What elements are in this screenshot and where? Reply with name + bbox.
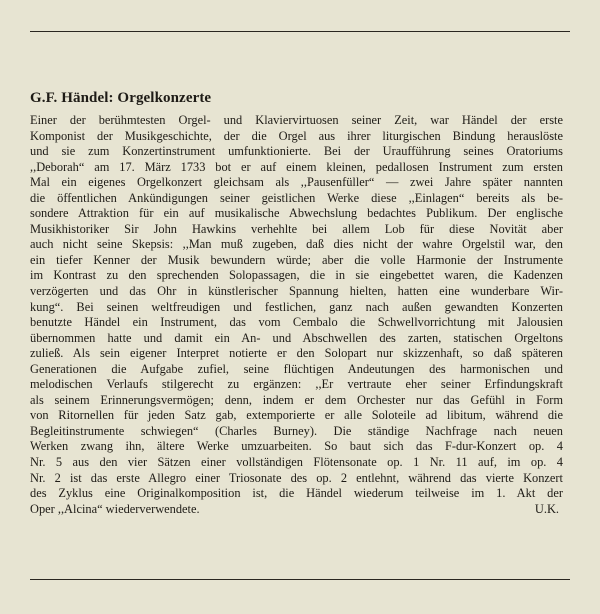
- text-line: sondere Attraktion für ein auf musikalische Abwechslung bedachtes Publikum. Der englische: [30, 206, 563, 221]
- text-line: als seinem Erinnerungsvermögen; denn, indem er dem Orchester nur das Gefühl in Form: [30, 392, 563, 407]
- text-line: zuließ. Als sein eigener Interpret notierte er den Solopart nur skizzenhaft, so daß späteren: [30, 346, 563, 361]
- text-line: ,,Deborah“ am 17. März 1733 bot er auf einem kleinen, pedallosen Instrument zum ersten: [30, 159, 563, 174]
- text-line: Komponist der Musikgeschichte, der die Orgel aus ihrer liturgischen Bindung herauslöste: [30, 128, 563, 143]
- bottom-rule: [30, 579, 570, 580]
- text-line: Oper ,,Alcina“ wiederverwendete.: [30, 501, 200, 516]
- text-line: übernommen hatte und damit ein An- und Abschwellen des zarten, statischen Orgeltons: [30, 330, 563, 345]
- article-title: G.F. Händel: Orgelkonzerte: [30, 90, 212, 106]
- text-line: verzögerten und das Ohr in künstlerischer Spannung hielten, hatten eine wunderbare Wir-: [30, 284, 563, 299]
- text-line: kung“. Bei seinen weltfreudigen und festlichen, ganz nach außen gewandten Konzerten: [30, 299, 563, 314]
- text-line: Einer der berühmtesten Orgel- und Klaviervirtuosen seiner Zeit, war Händel der erste: [30, 113, 563, 127]
- top-rule: [30, 31, 570, 32]
- text-line: melodischen Verlaufs stilgerecht zu ergänzen: ,,Er vertraute eher seiner Erfindungskraft: [30, 377, 563, 392]
- text-line: die öffentlichen Ankündigungen seiner geistlichen Werke diese ,,Einlagen“ bereits als be-: [30, 190, 563, 205]
- text-line: Nr. 2 ist das erste Allegro einer Triosonate des op. 2 entlehnt, während das vierte Konzert: [30, 470, 563, 485]
- last-line: [30, 502, 563, 518]
- text-line: Musikhistoriker Sir John Hawkins verhehlte bei allem Lob für diese Novität aber: [30, 221, 563, 236]
- author-initials: U.K.: [534, 501, 559, 516]
- text-line: Werken zwang ihn, ältere Werke umzuarbeiten. So baut sich das F-dur-Konzert op. 4: [30, 439, 563, 454]
- text-line: Generationen die Aufgabe zufiel, seine flüchtigen Andeutungen des harmonischen und: [30, 361, 563, 376]
- article-body: [30, 113, 563, 517]
- text-line: auch nicht seine Skepsis: ,,Man muß zugeben, daß dies nicht der wahre Orgelstil war, den: [30, 237, 563, 252]
- text-line: Begleitinstrumente schwiegen“ (Charles Burney). Die ständige Nachfrage nach neuen: [30, 423, 563, 438]
- text-line: von Ritornellen für jeden Satz gab, extemporierte er alle Soloteile ad libitum, während die: [30, 408, 563, 423]
- text-line: des Zyklus eine Originalkomposition ist, die Händel wiederum teilweise im 1. Akt der: [30, 486, 563, 501]
- text-line: Mal ein eigenes Orgelkonzert gleichsam als ,,Pausenfüller“ — zwei Jahre später nannten: [30, 175, 563, 190]
- text-line: Nr. 5 aus den vier Sätzen einer vollständigen Flötensonate op. 1 Nr. 11 auf, im op. 4: [30, 455, 563, 470]
- text-line: im Kontrast zu den sprechenden Solopassagen, die in sie eingebettet waren, die Kadenzen: [30, 268, 563, 283]
- text-line: benutzte Händel ein Instrument, das vom Cembalo die Schwellvorrichtung mit Jalousien: [30, 315, 563, 330]
- text-line: und sie zum Konzertinstrument umfunktionierte. Bei der Uraufführung seines Oratoriums: [30, 144, 563, 159]
- text-line: ein tiefer Kenner der Musik bewundern würde; aber die volle Harmonie der Instrumente: [30, 252, 563, 267]
